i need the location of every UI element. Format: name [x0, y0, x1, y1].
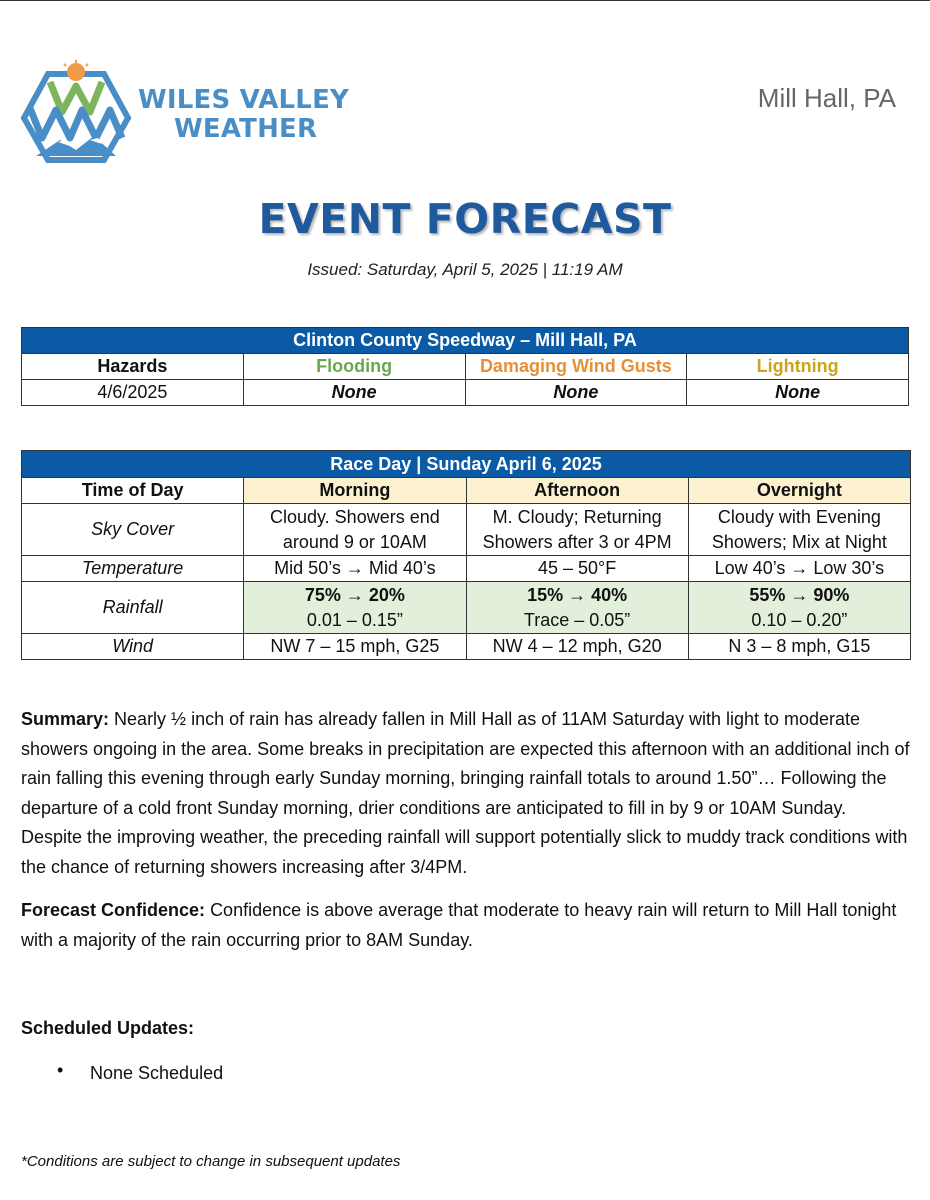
- hazards-col-label: Hazards: [22, 354, 244, 380]
- temperature-morning: Mid 50’s → Mid 40’s: [244, 556, 466, 582]
- brand-line-2: WEATHER: [174, 114, 318, 144]
- sky-cover-label: Sky Cover: [22, 504, 244, 556]
- wind-morning: NW 7 – 15 mph, G25: [244, 634, 466, 660]
- rain-amount-afternoon: Trace – 0.05”: [523, 609, 631, 630]
- rainfall-overnight: [688, 582, 910, 634]
- footnote: *Conditions are subject to change in subsequent updates: [21, 1153, 401, 1170]
- hazards-col-wind: Damaging Wind Gusts: [465, 354, 687, 380]
- temperature-afternoon: 45 – 50°F: [466, 556, 688, 582]
- hazards-lightning-value: None: [687, 380, 909, 406]
- hazards-col-lightning: Lightning: [687, 354, 909, 380]
- update-item: None Scheduled: [90, 1063, 224, 1083]
- sky-morning-line-1: Cloudy. Showers end: [269, 506, 440, 527]
- summary-paragraph: [21, 705, 911, 882]
- sky-cover-afternoon: [466, 504, 688, 556]
- sky-afternoon-line-1: M. Cloudy; Returning: [492, 506, 662, 527]
- race-col-overnight: Overnight: [688, 478, 910, 504]
- wind-overnight: N 3 – 8 mph, G15: [688, 634, 910, 660]
- sky-cover-overnight: [688, 504, 910, 556]
- rain-amount-morning: 0.01 – 0.15”: [306, 609, 403, 630]
- bullet-icon: •: [57, 1060, 64, 1080]
- hazards-wind-value: None: [465, 380, 687, 406]
- rain-chance-afternoon: 15% → 40%: [527, 584, 628, 605]
- race-col-morning: Morning: [244, 478, 466, 504]
- race-col-afternoon: Afternoon: [466, 478, 688, 504]
- rain-chance-overnight: 55% → 90%: [749, 584, 850, 605]
- temperature-label: Temperature: [22, 556, 244, 582]
- confidence-paragraph: [21, 896, 911, 955]
- wind-afternoon: NW 4 – 12 mph, G20: [466, 634, 688, 660]
- race-day-table: [21, 450, 911, 660]
- rainfall-morning: [244, 582, 466, 634]
- scheduled-updates-heading: Scheduled Updates:: [21, 1018, 195, 1038]
- summary-text: Nearly ½ inch of rain has already fallen in Mill Hall as of 11AM Saturday with light to moderate showers ongoing in the area. Some breaks in precipitation are expected this afternoon with an additional inch of rain falling this evening through early Sunday morning, bringing rainfall totals to around 1.50”… Following the departure of a cold front Sunday morning, drier conditions are anticipated to fill in by 9 or 10AM Sunday. Despite the improving weather, the preceding rainfall will support potentially slick to muddy track conditions with the chance of returning showers increasing after 3/4PM.: [21, 709, 910, 877]
- issued-date: Issued: Saturday, April 5, 2025 | 11:19 AM: [307, 260, 623, 279]
- wind-label: Wind: [22, 634, 244, 660]
- race-col-label: Time of Day: [22, 478, 244, 504]
- logo-mark-icon: [20, 60, 132, 165]
- hazards-col-flooding: Flooding: [243, 354, 465, 380]
- sky-overnight-line-2: Showers; Mix at Night: [711, 531, 887, 552]
- confidence-label: Forecast Confidence:: [21, 900, 206, 920]
- hazards-date: 4/6/2025: [22, 380, 244, 406]
- rainfall-afternoon: [466, 582, 688, 634]
- confidence-text: Confidence is above average that moderate to heavy rain will return to Mill Hall tonight with a majority of the rain occurring prior to 8AM Sunday.: [21, 900, 897, 950]
- race-table-header: Race Day | Sunday April 6, 2025: [22, 451, 911, 478]
- rainfall-label: Rainfall: [22, 582, 244, 634]
- page-title: EVENT FORECAST: [258, 195, 672, 243]
- summary-label: Summary:: [21, 709, 110, 729]
- sky-morning-line-2: around 9 or 10AM: [282, 531, 427, 552]
- temperature-overnight: Low 40’s → Low 30’s: [688, 556, 910, 582]
- hazards-table-header: Clinton County Speedway – Mill Hall, PA: [22, 328, 909, 354]
- rain-chance-morning: 75% → 20%: [304, 584, 405, 605]
- brand-line-1: WILES VALLEY: [138, 85, 350, 115]
- rain-amount-overnight: 0.10 – 0.20”: [751, 609, 848, 630]
- location-label: Mill Hall, PA: [757, 83, 896, 113]
- top-border: [0, 0, 930, 1]
- hazards-flooding-value: None: [243, 380, 465, 406]
- hazards-table: [21, 327, 909, 406]
- brand-logo: [20, 60, 360, 165]
- sky-afternoon-line-2: Showers after 3 or 4PM: [482, 531, 672, 552]
- sky-cover-morning: [244, 504, 466, 556]
- sky-overnight-line-1: Cloudy with Evening: [717, 506, 881, 527]
